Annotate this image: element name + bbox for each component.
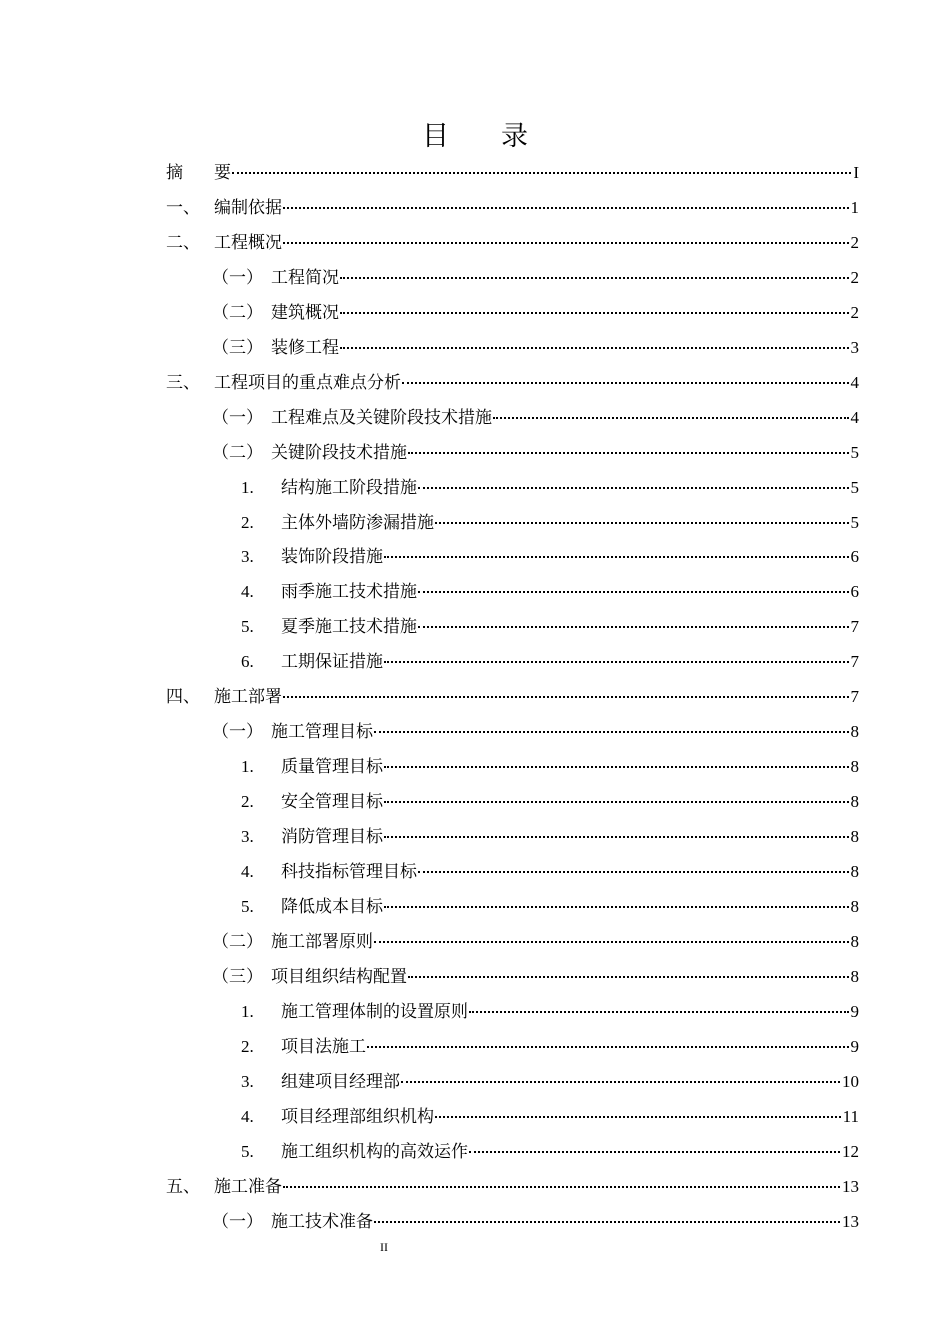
toc-entry-title: 质量管理目标 [281,757,383,778]
toc-entry-number: （二） [212,442,263,463]
toc-entry[interactable] [241,752,859,786]
toc-entry-page: 10 [842,1071,859,1091]
toc-entry-number: 五、 [166,1176,200,1197]
toc-entry-title: 工程难点及关键阶段技术措施 [271,407,492,428]
toc-entry[interactable] [212,717,859,751]
toc-entry[interactable] [212,1207,859,1241]
toc-dot-leader [402,382,849,384]
toc-entry[interactable] [241,508,859,542]
toc-entry-number: 1. [241,1001,254,1021]
toc-entry-page: 8 [850,862,859,881]
toc-entry-page: 8 [850,792,859,812]
toc-dot-leader [374,1221,840,1223]
toc-entry-number: （一） [212,722,263,743]
toc-entry-title: 施工管理体制的设置原则 [281,1001,468,1022]
toc-entry-page: 1 [850,197,859,217]
toc-dot-leader [340,277,849,279]
toc-entry-page: 3 [850,337,859,357]
toc-entry-page: 8 [850,966,859,986]
toc-entry-page: 4 [850,372,859,392]
toc-entry-number: 6. [241,652,254,672]
toc-dot-leader [374,731,849,733]
toc-dot-leader [469,1011,849,1013]
toc-entry-number: 3. [241,1071,254,1091]
toc-dot-leader [408,976,849,978]
toc-entry[interactable] [212,438,859,472]
toc-entry-page: 5 [850,512,859,532]
toc-dot-leader [435,522,849,524]
toc-entry[interactable] [166,193,859,227]
toc-entry-page: 7 [850,617,859,637]
toc-entry-title: 项目法施工 [281,1036,366,1057]
toc-entry[interactable] [212,263,859,297]
toc-entry-title: 雨季施工技术措施 [281,582,417,603]
toc-dot-leader [384,906,849,908]
toc-dot-leader [283,1186,840,1188]
toc-entry-title: 夏季施工技术措施 [281,617,417,638]
toc-dot-leader [374,941,849,943]
toc-entry-page: 4 [850,407,859,427]
toc-entry[interactable] [241,822,859,856]
toc-entry[interactable] [241,647,859,681]
toc-entry-title: 项目组织结构配置 [271,966,407,987]
toc-entry-number: 3. [241,547,254,567]
toc-entry[interactable] [241,787,859,821]
toc-entry-title: 项目经理部组织机构 [281,1106,434,1127]
toc-entry[interactable] [166,1172,859,1206]
page-number-footer: II [380,1240,388,1254]
toc-dot-leader [283,207,849,209]
toc-entry-number: 5. [241,896,254,916]
toc-dot-leader [384,801,849,803]
toc-entry-number: 1. [241,477,254,497]
toc-entry-title: 装修工程 [271,337,339,358]
toc-entry-page: 5 [850,442,859,462]
toc-dot-leader [469,1151,840,1153]
toc-dot-leader [408,452,849,454]
toc-entry-number: 一、 [166,197,200,218]
toc-entry[interactable] [212,962,859,996]
toc-entry-page: 9 [850,1036,859,1056]
toc-entry-title: 工期保证措施 [281,652,383,673]
toc-entry-page: 8 [850,722,859,742]
toc-entry-title: 安全管理目标 [281,792,383,813]
toc-entry-page: 7 [850,687,859,707]
toc-entry[interactable] [212,403,859,437]
toc-entry[interactable] [241,612,859,646]
toc-entry-title: 施工部署 [214,687,282,708]
toc-entry[interactable] [241,1137,859,1171]
toc-dot-leader [493,417,849,419]
toc-entry[interactable] [241,1067,859,1101]
toc-entry-number: （二） [212,931,263,952]
toc-entry[interactable] [241,857,859,891]
toc-entry[interactable] [241,892,859,926]
toc-entry[interactable] [241,473,859,507]
toc-entry-title: 工程简况 [271,267,339,288]
toc-entry-number: （一） [212,267,263,288]
toc-dot-leader [340,312,849,314]
toc-dot-leader [418,487,849,489]
toc-entry-page: 11 [842,1106,859,1126]
toc-entry-title: 编制依据 [214,197,282,218]
toc-dot-leader [418,871,849,873]
toc-entry-title: 施工准备 [214,1176,282,1197]
toc-entry-title: 组建项目经理部 [281,1071,400,1092]
toc-entry-page: 8 [850,757,859,777]
toc-entry-number: 2. [241,1036,254,1056]
toc-dot-leader [340,347,849,349]
toc-dot-leader [384,836,849,838]
toc-dot-leader [232,172,851,174]
toc-entry[interactable] [166,682,859,716]
toc-dot-leader [283,242,849,244]
toc-entry-page: 6 [850,582,859,602]
toc-entry-number: 2. [241,512,254,532]
toc-entry-title: 主体外墙防渗漏措施 [281,512,434,533]
toc-entry-number: 三、 [166,372,200,393]
toc-entry[interactable] [212,927,859,961]
toc-entry[interactable] [166,368,859,402]
toc-dot-leader [418,591,849,593]
page-title [0,114,950,153]
toc-entry-number: 4. [241,862,254,881]
toc-entry[interactable] [212,298,859,332]
toc-entry-title: 装饰阶段措施 [281,547,383,568]
toc-entry-number: 5. [241,617,254,637]
toc-entry-number: 2. [241,792,254,812]
toc-entry-page: 2 [850,267,859,287]
toc-entry-page: 2 [850,232,859,252]
toc-entry-number: 4. [241,1106,254,1126]
toc-entry-page: 13 [842,1176,859,1196]
toc-entry-title: 结构施工阶段措施 [281,477,417,498]
toc-entry-title: 施工技术准备 [271,1211,373,1232]
toc-entry-page: 7 [850,652,859,672]
toc-entry[interactable] [166,228,859,262]
toc-entry-number: 摘 [166,163,183,183]
toc-entry-title: 工程项目的重点难点分析 [214,372,401,393]
toc-dot-leader [384,556,849,558]
toc-entry[interactable] [166,158,859,192]
toc-entry-number: 四、 [166,687,200,708]
toc-entry-page: 5 [850,477,859,497]
toc-entry[interactable] [241,1032,859,1066]
title-char-2: 录 [501,121,528,152]
toc-entry[interactable] [212,333,859,367]
toc-dot-leader [283,696,849,698]
toc-entry[interactable] [241,997,859,1031]
toc-entry-number: 二、 [166,232,200,253]
toc-entry-title: 关键阶段技术措施 [271,442,407,463]
toc-entry-page: 9 [850,1001,859,1021]
toc-entry-page: I [853,163,859,182]
toc-entry-title: 建筑概况 [271,302,339,323]
toc-dot-leader [367,1046,849,1048]
title-char-1: 目 [422,121,449,152]
toc-entry-title: 消防管理目标 [281,827,383,848]
toc-entry[interactable] [241,1102,859,1136]
toc-entry-page: 12 [842,1141,859,1161]
toc-entry-number: 3. [241,827,254,847]
toc-entry-title: 施工部署原则 [271,931,373,952]
toc-entry-number: （三） [212,966,263,987]
toc-entry-number: （一） [212,407,263,428]
toc-entry-number: 4. [241,582,254,602]
toc-entry-title: 工程概况 [214,232,282,253]
toc-entry-title: 施工组织机构的高效运作 [281,1141,468,1162]
toc-entry-number: （三） [212,337,263,358]
toc-entry-title: 施工管理目标 [271,722,373,743]
toc-entry[interactable] [241,577,859,611]
toc-entry-number: （二） [212,302,263,323]
toc-entry[interactable] [241,542,859,576]
toc-entry-page: 2 [850,302,859,322]
toc-entry-number: （一） [212,1211,263,1232]
toc-dot-leader [384,766,849,768]
toc-entry-page: 8 [850,896,859,916]
toc-dot-leader [418,626,849,628]
toc-entry-page: 6 [850,547,859,567]
toc-entry-title: 降低成本目标 [281,896,383,917]
toc-entry-number: 5. [241,1141,254,1161]
toc-dot-leader [401,1081,840,1083]
toc-entry-title: 要 [214,163,231,183]
toc-dot-leader [435,1116,841,1118]
toc-dot-leader [384,661,849,663]
toc-entry-page: 8 [850,827,859,847]
toc-entry-number: 1. [241,757,254,777]
toc-entry-title: 科技指标管理目标 [281,862,417,882]
toc-entry-page: 13 [842,1211,859,1231]
toc-entry-page: 8 [850,931,859,951]
